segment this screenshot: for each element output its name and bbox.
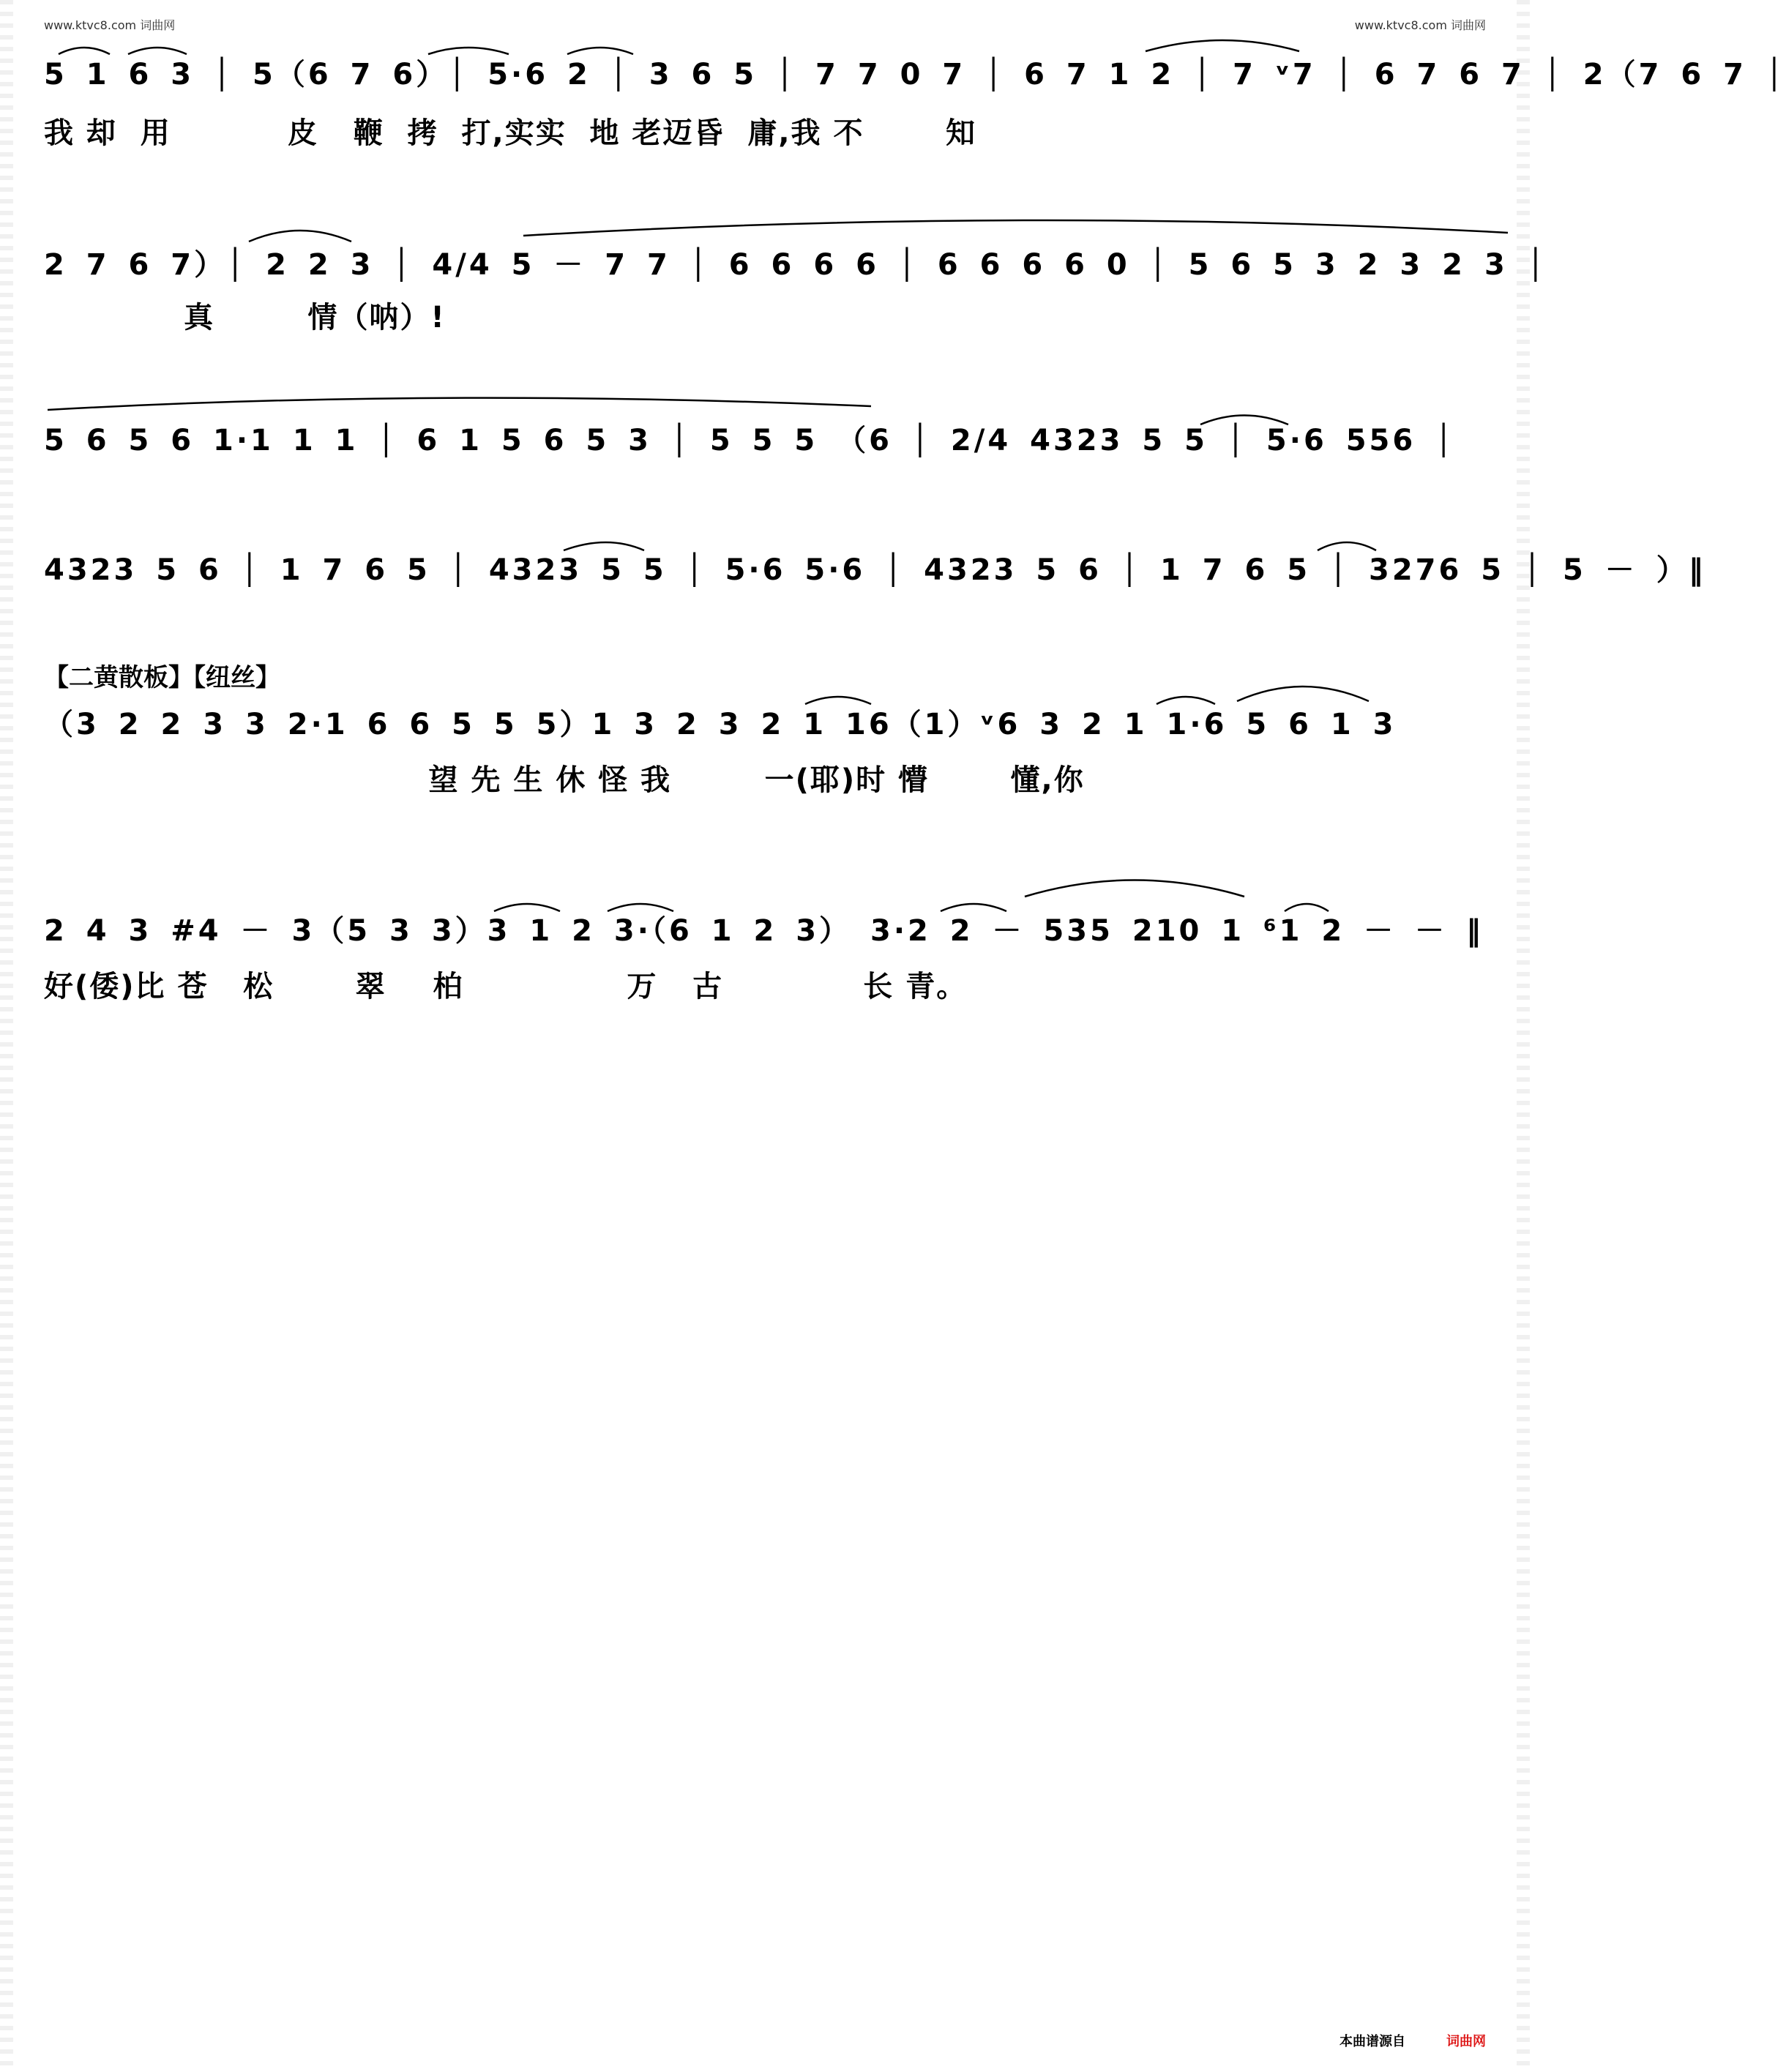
slur-mark: [608, 904, 673, 911]
slur-mark: [1146, 40, 1299, 51]
notation-line-5: （3 2 2 3 3 2·1 6 6 5 5 5）1 3 2 3 2 1 16（1）ᵛ6 3 2 1 1·6 5 6 1 3: [44, 708, 1397, 741]
notation-line-1: 5 1 6 3 │ 5（6 7 6）│ 5·6 2 │ 3 6 5 │ 7 7 0 7 │ 6 7 1 2 │ 7 ᵛ7 │ 6 7 6 7 │ 2（7 6 7 │: [44, 58, 1786, 91]
slur-mark: [1318, 542, 1376, 550]
slur-mark: [1157, 697, 1215, 704]
notation-line-6: 2 4 3 #4 － 3（5 3 3）3 1 2 3·（6 1 2 3） 3·2 2 － 535 210 1 ⁶1 2 － － ‖: [44, 914, 1484, 948]
slur-mark: [567, 48, 633, 54]
slur-mark: [523, 220, 1508, 236]
notation-line-3: 5 6 5 6 1·1 1 1 │ 6 1 5 6 5 3 │ 5 5 5 （6 │ 2/4 4323 5 5 │ 5·6 556 │: [44, 424, 1456, 457]
slur-mark: [805, 697, 871, 704]
lyric-line-6: 好(倭)比 苍 松 翠 柏 万 古 长 青。: [44, 970, 968, 1003]
slur-mark: [59, 48, 110, 54]
notation-line-2: 2 7 6 7）│ 2 2 3 │ 4/4 5 － 7 7 │ 6 6 6 6 │ 6 6 6 6 0 │ 5 6 5 3 2 3 2 3 │: [44, 248, 1547, 282]
slur-mark: [1200, 416, 1288, 425]
slur-mark: [1025, 880, 1244, 897]
lyric-line-2: 真 情（呐）!: [44, 301, 446, 334]
slur-mark: [428, 48, 509, 54]
footer-source-label: 本曲谱源自: [1340, 2034, 1405, 2049]
footer-logo[interactable]: 词曲网: [1446, 2034, 1486, 2049]
slur-mark: [128, 48, 187, 54]
slur-mark: [1285, 904, 1329, 911]
notation-line-4: 4323 5 6 │ 1 7 6 5 │ 4323 5 5 │ 5·6 5·6 │ 4323 5 6 │ 1 7 6 5 │ 3276 5 │ 5 － ）‖: [44, 553, 1706, 587]
slur-mark: [564, 542, 644, 550]
section-label: 【二黄散板】【纽丝】: [44, 663, 280, 692]
header-right-site: www.ktvc8.com 词曲网: [1354, 18, 1486, 32]
slur-mark: [941, 904, 1006, 911]
slur-mark: [1237, 687, 1369, 701]
lyric-line-1: 我 却 用 皮 鞭 拷 打,实实 地 老迈昏 庸,我 不 知: [44, 116, 976, 150]
slur-mark: [494, 904, 560, 911]
lyric-line-5: 望 先 生 休 怪 我 一(耶)时 懵 懂,你: [44, 763, 1085, 797]
slur-mark: [249, 231, 351, 242]
header-left-site: www.ktvc8.com 词曲网: [44, 18, 176, 32]
slur-mark: [48, 398, 871, 410]
